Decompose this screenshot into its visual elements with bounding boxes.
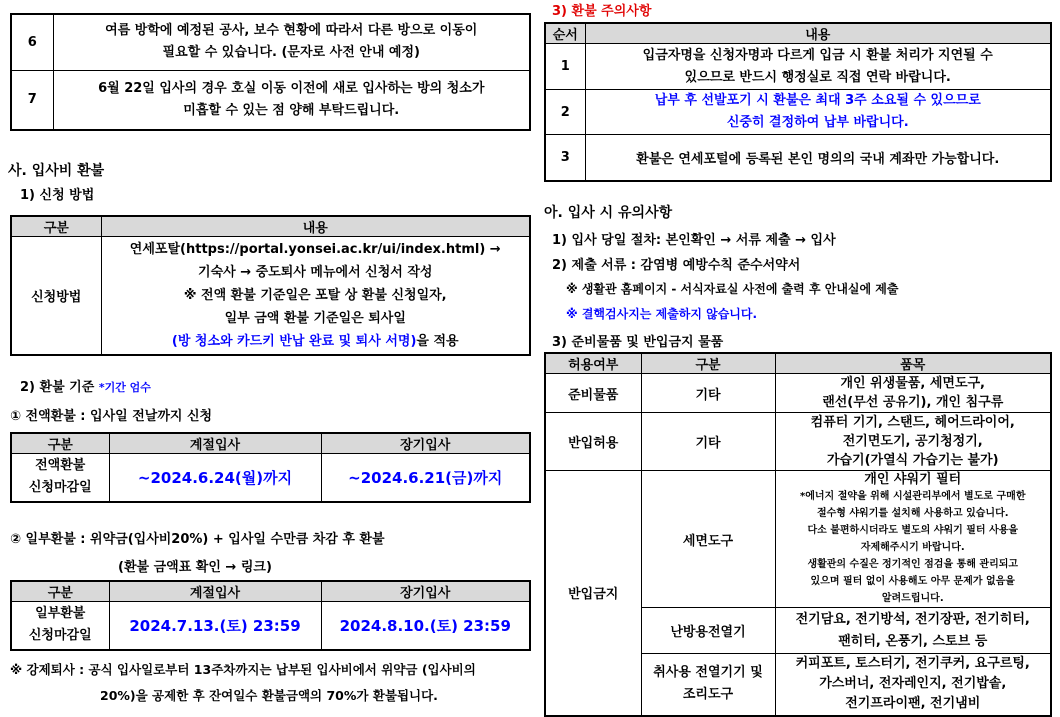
header-order: 순서 bbox=[545, 23, 585, 44]
subsection-method: 1) 신청 방법 bbox=[20, 188, 95, 203]
row-number: 1 bbox=[545, 44, 585, 90]
move-in-item2-note-blue: ※ 결핵검사지는 제출하지 않습니다. bbox=[566, 307, 758, 321]
forced-note-line1: ※ 강제퇴사 : 공식 입사일로부터 13주차까지는 납부된 입사비에서 위약금 (입사비의 bbox=[10, 662, 476, 677]
items-table bbox=[544, 352, 1052, 717]
row-content: 입금자명을 신청자명과 다르게 입금 시 환불 처리가 지연될 수 있으므로 반드시 행정실로 직접 연락 바랍니다. bbox=[585, 44, 1051, 90]
row-number: 2 bbox=[545, 90, 585, 135]
row-content: 납부 후 선발포기 시 환불은 최대 3주 소요될 수 있으므로 신중히 결정하여 납부 바랍니다. bbox=[585, 90, 1051, 135]
method-content: 연세포탈(https://portal.yonsei.ac.kr/ui/index.html) → 기숙사 → 중도퇴사 메뉴에서 신청서 작성 ※ 전액 환불 기준일은 포탈 상 환불 신청일자, 일부 금액 환불 기준일은 퇴사일 (방 청소와 카드키 반납 완료 및 퇴사 서명)을 적용 bbox=[101, 237, 530, 355]
header-content: 내용 bbox=[585, 23, 1051, 44]
refund-caution-title: 3) 환불 주의사항 bbox=[552, 4, 652, 19]
move-in-item2-note: ※ 생활관 홈페이지 - 서식자료실 사전에 출력 후 안내실에 제출 bbox=[566, 282, 899, 296]
seasonal-deadline: ~2024.6.24(월)까지 bbox=[109, 454, 321, 502]
header-long-term: 장기입사 bbox=[321, 433, 530, 454]
header-items: 품목 bbox=[775, 353, 1051, 374]
row-label: 일부환불 신청마감일 bbox=[11, 602, 109, 650]
table-row bbox=[545, 135, 1051, 181]
allowed-label: 반입허용 bbox=[545, 413, 641, 471]
row-label: 전액환불 신청마감일 bbox=[11, 454, 109, 502]
method-table bbox=[10, 215, 531, 356]
cooking-category: 취사용 전열기기 및 조리도구 bbox=[641, 654, 775, 716]
wash-category: 세면도구 bbox=[641, 471, 775, 608]
allowed-items: 컴퓨터 기기, 스탠드, 헤어드라이어, 전기면도기, 공기청정기, 가습기(가열식 가습기는 불가) bbox=[775, 413, 1051, 471]
table-row bbox=[11, 70, 530, 130]
full-refund-table bbox=[10, 432, 531, 503]
header-seasonal: 계절입사 bbox=[109, 581, 321, 602]
partial-refund-subtitle: (환불 금액표 확인 → 링크) bbox=[118, 560, 272, 575]
move-in-item1: 1) 입사 당일 절차: 본인확인 → 서류 제출 → 입사 bbox=[552, 233, 836, 248]
header-content: 내용 bbox=[101, 216, 530, 237]
partial-refund-table bbox=[10, 580, 531, 651]
row-label: 신청방법 bbox=[11, 237, 101, 355]
row-content: 6월 22일 입사의 경우 호실 이동 이전에 새로 입사하는 방의 청소가 미흡할 수 있는 점 양해 부탁드립니다. bbox=[53, 70, 530, 130]
header-allowance: 허용여부 bbox=[545, 353, 641, 374]
header-gubun: 구분 bbox=[11, 216, 101, 237]
row-number: 3 bbox=[545, 135, 585, 181]
prep-label: 준비물품 bbox=[545, 374, 641, 413]
row-number: 6 bbox=[11, 14, 53, 70]
header-gubun: 구분 bbox=[11, 581, 109, 602]
row-content: 여름 방학에 예정된 공사, 보수 현황에 따라서 다른 방으로 이동이 필요할 수 있습니다. (문자로 사전 안내 예정) bbox=[53, 14, 530, 70]
header-gubun: 구분 bbox=[11, 433, 109, 454]
table-row bbox=[545, 90, 1051, 135]
partial-refund-title: ② 일부환불 : 위약금(입사비20%) + 입사일 수만큼 차감 후 환불 bbox=[10, 532, 385, 547]
subsection-criteria: 2) 환불 기준 *기간 엄수 bbox=[20, 380, 151, 395]
row-number: 7 bbox=[11, 70, 53, 130]
move-in-item3: 3) 준비물품 및 반입금지 물품 bbox=[552, 335, 724, 350]
forced-note-line2: 20%)을 공제한 후 잔여일수 환불금액의 70%가 환불됩니다. bbox=[100, 688, 438, 703]
heating-items: 전기담요, 전기방석, 전기장판, 전기히터, 팬히터, 온풍기, 스토브 등 bbox=[775, 608, 1051, 654]
header-long-term: 장기입사 bbox=[321, 581, 530, 602]
cooking-items: 커피포트, 토스터기, 전기쿠커, 요구르팅, 가스버너, 전자레인지, 전기밥솥, 전기프라이팬, 전기냄비 bbox=[775, 654, 1051, 716]
section-title-refund: 사. 입사비 환불 bbox=[8, 163, 105, 179]
full-refund-title: ① 전액환불 : 입사일 전날까지 신청 bbox=[10, 409, 213, 424]
long-term-deadline: ~2024.6.21(금)까지 bbox=[321, 454, 530, 502]
table-row bbox=[11, 14, 530, 70]
criteria-note: *기간 엄수 bbox=[98, 381, 151, 394]
header-seasonal: 계절입사 bbox=[109, 433, 321, 454]
header-category: 구분 bbox=[641, 353, 775, 374]
long-term-deadline: 2024.8.10.(토) 23:59 bbox=[321, 602, 530, 650]
seasonal-deadline: 2024.7.13.(토) 23:59 bbox=[109, 602, 321, 650]
heating-category: 난방용전열기 bbox=[641, 608, 775, 654]
row-content: 환불은 연세포털에 등록된 본인 명의의 국내 계좌만 가능합니다. bbox=[585, 135, 1051, 181]
banned-label: 반입금지 bbox=[545, 471, 641, 716]
prep-category: 기타 bbox=[641, 374, 775, 413]
wash-items: 개인 샤워기 필터 *에너지 절약을 위해 시설관리부에서 별도로 구매한 절수형 샤워기를 설치해 사용하고 있습니다. 다소 불편하시더라도 별도의 샤워기 필터 사용을 자제해주시기 바랍니다. 생활관의 수질은 정기적인 점검을 통해 관리되고 있으며 필터 없이 사용해도 아무 문제가 없음을 알려드립니다. bbox=[775, 471, 1051, 608]
move-in-item2: 2) 제출 서류 : 감염병 예방수칙 준수서약서 bbox=[552, 258, 801, 273]
section-title-move-in: 아. 입사 시 유의사항 bbox=[544, 205, 673, 221]
prep-items: 개인 위생물품, 세면도구, 랜선(무선 공유기), 개인 침구류 bbox=[775, 374, 1051, 413]
table-row bbox=[545, 44, 1051, 90]
top-table bbox=[10, 13, 531, 131]
refund-caution-table bbox=[544, 22, 1052, 182]
allowed-category: 기타 bbox=[641, 413, 775, 471]
